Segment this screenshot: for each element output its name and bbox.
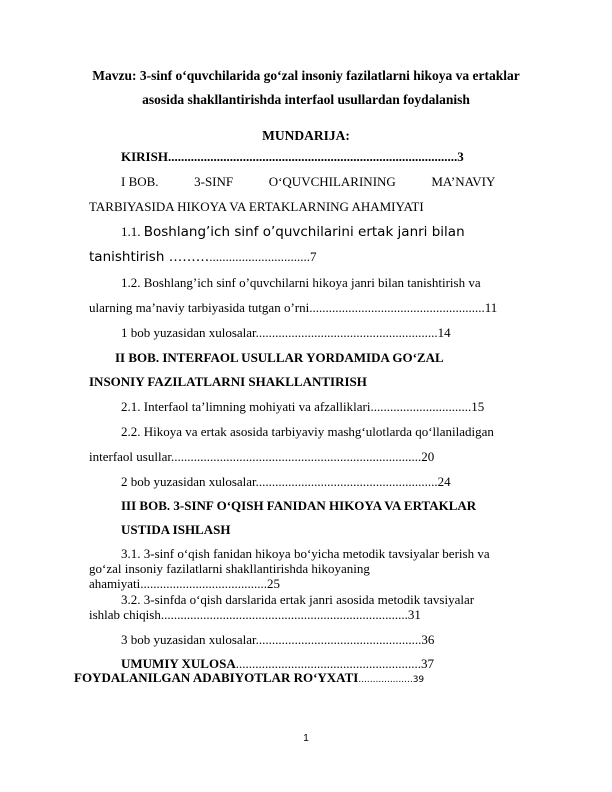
toc-chapter-1-line-2: TARBIYASIDA HIKOYA VA ERTAKLARNING AHAMIYATI [89, 199, 424, 214]
toc-section-2-2-line-1: 2.2. Hikoya va ertak asosida tarbiyaviy mashg‘ulotlarda qo‘llaniladigan [121, 424, 494, 439]
toc-general-conclusion-label: UMUMIY XULOSA [121, 656, 236, 671]
topic-title-line-2: asosida shakllantirishda interfaol usullardan foydalanish [142, 92, 470, 107]
toc-section-1-2-line-2: ularning ma’naviy tarbiyasida tutgan o’rni......................................................11 [89, 300, 498, 315]
toc-section-2-2-line-2: interfaol usullar.............................................................................20 [89, 449, 435, 464]
toc-chapter-2-conclusion: 2 bob yuzasidan xulosalar........................................................24 [121, 474, 451, 489]
toc-intro: KIRISH.........................................................................................3 [121, 149, 464, 164]
toc-chapter-3-line-1: III BOB. 3-SINF O‘QISH FANIDAN HIKOYA VA ERTAKLAR [121, 498, 477, 513]
toc-references [74, 670, 424, 688]
page-number: 1 [303, 733, 309, 744]
toc-section-1-2-line-1: 1.2. Boshlang’ich sinf o’quvchilarni hikoya janri bilan tanishtirish va [121, 275, 481, 290]
toc-section-1-1-line-2 [89, 249, 316, 265]
toc-chapter-1-line-1 [121, 174, 531, 190]
toc-ch1-word-2: 3-SINF [194, 174, 234, 189]
toc-s11-text: Boshlang’ich sinf o’quvchilarini ertak janri bilan [143, 224, 465, 240]
toc-general-conclusion-page: .........................................................37 [235, 656, 434, 671]
toc-s11-number: 1.1. [121, 224, 141, 239]
toc-section-3-1-line-1: 3.1. 3-sinf o‘qish fanidan hikoya bo‘yicha metodik tavsiyalar berish va [121, 546, 490, 561]
toc-ch1-word-1: I BOB. [121, 174, 159, 189]
toc-chapter-2-line-1: II BOB. INTERFAOL USULLAR YORDAMIDA GO‘ZAL [115, 350, 444, 365]
topic-title-line-1: Mavzu: 3-sinf o‘quvchilarida go‘zal insoniy fazilatlarni hikoya va ertaklar [92, 68, 520, 83]
toc-section-2-1: 2.1. Interfaol ta’limning mohiyati va afzalliklari...............................15 [121, 399, 485, 414]
contents-heading: MUNDARIJA: [262, 128, 350, 143]
toc-chapter-3-line-2: USTIDA ISHLASH [121, 522, 231, 537]
toc-section-1-1-line-1 [121, 224, 465, 240]
toc-ch1-word-4: MA’NAVIY [431, 174, 496, 189]
toc-s11-page: ...............................7 [209, 249, 317, 264]
toc-section-3-1-line-3: ahamiyati.......................................25 [89, 576, 281, 591]
toc-references-page: ...................39 [358, 675, 425, 685]
toc-section-3-2-line-2: ishlab chiqish............................................................................31 [89, 607, 421, 622]
toc-chapter-1-conclusion: 1 bob yuzasidan xulosalar........................................................14 [121, 325, 451, 340]
toc-section-3-2-line-1: 3.2. 3-sinfda o‘qish darslarida ertak janri asosida metodik tavsiyalar [121, 592, 475, 607]
toc-references-label: FOYDALANILGAN ADABIYOTLAR RO‘YXATI [74, 670, 359, 685]
toc-chapter-2-line-2: INSONIY FAZILATLARNI SHAKLLANTIRISH [89, 374, 367, 389]
toc-chapter-3-conclusion: 3 bob yuzasidan xulosalar...................................................36 [121, 632, 435, 647]
toc-s11-line2-text: tanishtirish ……… [89, 249, 210, 265]
toc-section-3-1-line-2: go‘zal insoniy fazilatlarni shakllantirishda hikoyaning [89, 561, 370, 576]
toc-ch1-word-3: O‘QUVCHILARINING [268, 174, 396, 189]
